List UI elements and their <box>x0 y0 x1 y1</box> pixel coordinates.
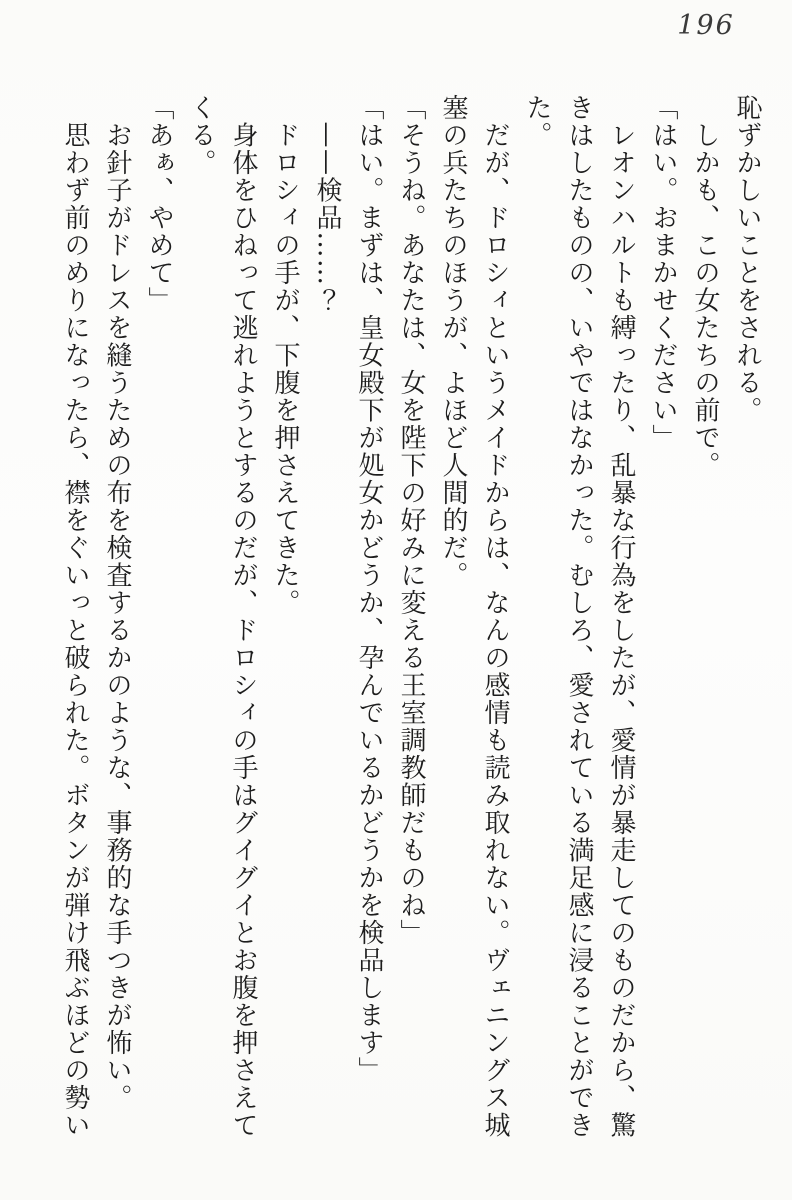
text-line: しかも、この女たちの前で。 <box>690 94 720 479</box>
text-line: た。 <box>522 94 552 149</box>
text-line: ドロシィの手が、下腹を押さえてきた。 <box>270 94 300 617</box>
text-line: だが、ドロシィというメイドからは、なんの感情も読み取れない。ヴェニングス城 <box>480 94 510 1139</box>
text-line: レオンハルトも縛ったり、乱暴な行為をしたが、愛情が暴走してのものだから、驚 <box>606 94 636 1139</box>
text-line: 恥ずかしいことをされる。 <box>732 94 762 424</box>
text-line: 「そうね。あなたは、女を陛下の好みに変える王室調教師だものね」 <box>396 94 426 947</box>
text-line: 「はい。おまかせください」 <box>648 94 678 452</box>
text-line: 身体をひねって逃れようとするのだが、ドロシィの手はグイグイとお腹を押さえて <box>228 94 258 1139</box>
text-line: きはしたものの、いやではなかった。むしろ、愛されている満足感に浸ることができ <box>564 94 594 1139</box>
text-line: 「はい。まずは、皇女殿下が処女かどうか、孕んでいるかどうかを検品します」 <box>354 94 384 1084</box>
text-line: くる。 <box>186 94 216 177</box>
text-line: お針子がドレスを縫うための布を検査するかのような、事務的な手つきが怖い。 <box>102 94 132 1112</box>
body-text <box>54 94 768 1140</box>
page-number: 196 <box>677 10 735 41</box>
text-line: 「あぁ、やめて」 <box>144 94 174 314</box>
text-line: 思わず前のめりになったら、襟をぐいっと破られた。ボタンが弾け飛ぶほどの勢い <box>60 94 90 1139</box>
text-line: ——検品……？ <box>312 94 342 314</box>
text-line: 塞の兵たちのほうが、よほど人間的だ。 <box>438 94 468 589</box>
